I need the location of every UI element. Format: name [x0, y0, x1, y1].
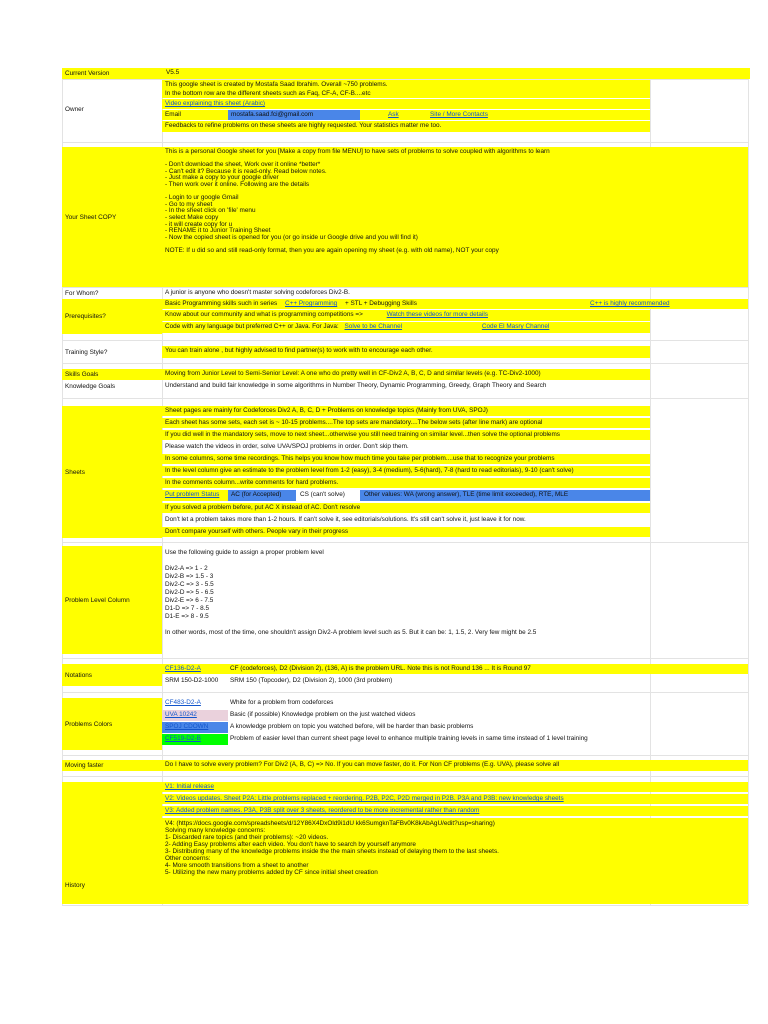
prereq-line1 [162, 299, 650, 309]
problem-level-label: Problem Level Column [62, 546, 162, 654]
spoj-cdown-link[interactable]: SPOJ CDOWN [165, 723, 209, 730]
row-moving-faster [0, 760, 768, 771]
history-v4: V4: (https://docs.google.com/spreadsheets/d/12Y86X4DxOld9i1dU kk6SumgknTaFBv0K8kAbAgU/edit?usp=sharing) Solving many knowledge concerns: 1- Discarded rare topics (and their problems): ~20 videos. 2- Adding Easy problems after each video. You don't have to search by yourself anymore 3- Distributing many of the knowledge problems inside the the main sheets instead of delaying them to the last sheets. Other concerns: 4- More smooth transitions from a sheet to another 5- Utilizing the new many problems added by CF since initial sheet creation [162, 818, 748, 904]
current-version-value: V5.5 [166, 69, 180, 76]
history-v1[interactable]: V1: Initial release [165, 783, 215, 790]
prereq-line3 [162, 322, 650, 333]
ask-link[interactable]: Ask [388, 111, 399, 118]
row-history [0, 782, 768, 904]
masry-channel-link[interactable]: Code El Masry Channel [481, 323, 550, 330]
row-sheet-copy [0, 147, 768, 287]
row-knowledge-goals [0, 381, 768, 391]
problem-status-link[interactable]: Put problem Status [165, 491, 220, 498]
cpp-recommended-link[interactable]: C++ is highly recommended [590, 300, 670, 307]
knowledge-goals-label: Knowledge Goals [65, 382, 116, 390]
srm-notation: SRM 150-D2-1000 [165, 677, 219, 684]
owner-intro [162, 80, 650, 98]
video-explain-link[interactable]: Video explaining this sheet (Arabic) [165, 100, 266, 107]
cpp-rec-cell [590, 299, 748, 309]
grid-line [62, 905, 748, 906]
watch-videos-link[interactable]: Watch these videos for more details [386, 311, 488, 318]
history-v1-cell [162, 782, 748, 792]
current-version-label: Current Version [62, 68, 750, 79]
row-prerequisites [0, 299, 768, 334]
owner-line1: This google sheet is created by Mostafa Saad Ibrahim. Overall ~750 problems. [165, 81, 388, 88]
color-blue-cell [162, 722, 228, 733]
ac-cell: AC (for Accepted) [228, 490, 296, 501]
cpp-programming-link[interactable]: C++ Programming [285, 300, 338, 307]
grid-line [62, 340, 748, 341]
grid-line [62, 658, 748, 659]
sheet-copy-text: This is a personal Google sheet for you [Make a copy from file MENU] to have sets of problems to solve coupled with algorithms to learn - Don't download the sheet, Work over it online *better* - Can't edit it? Because it is read-only. Read below notes. - Just make a copy to your google driver - Then work over it online. Following are the details - Login to ur google Gmail - Go to my sheet - In the sheet click on 'file' menu - select Make copy - it will create copy for u - RENAME it to Junior Training Sheet - Now the copied sheet is opened for you (or go inside ur Google drive and you will find it) NOTE: If u did so and still read-only format, then you are again opening my sheet (e.g. with old name), NOT your copy [162, 147, 650, 287]
color-blue-desc: A knowledge problem on topic you watched before, will be harder than basic problems [230, 723, 474, 730]
cf483-link[interactable]: CF483-D2-A [165, 699, 201, 706]
moving-faster-label: Moving faster [62, 760, 162, 771]
color-white-desc: White for a problem from codeforces [230, 699, 334, 706]
sheets-line3: If you did well in the mandatory sets, move to next sheet...otherwise you still need training on similar level...then solve the optional problems [162, 430, 650, 440]
sheets-label: Sheets [62, 406, 162, 538]
cf-notation-desc: CF (codeforces), D2 (Division 2), (136, A) is the problem URL. Note this is not Round 136 ... It is Round 97 [228, 664, 748, 674]
history-label: History [62, 782, 162, 904]
cs-cell: CS (can't solve) [300, 491, 345, 498]
cf136-link[interactable]: CF136-D2-A [165, 665, 201, 672]
owner-line2: In the bottom row are the different sheets such as Faq, CF-A, CF-B....etc [165, 90, 371, 97]
sheets-line9: If you solved a problem before, put AC X instead of AC. Don't resolve [162, 503, 650, 513]
problems-colors-label: Problems Colors [62, 698, 162, 750]
color-green-cell [162, 734, 228, 745]
email-label: Email [162, 110, 228, 120]
email-value[interactable]: mostafa.saad.fci@gmail.com [228, 110, 360, 120]
history-v3-cell [162, 806, 748, 816]
cf519-link[interactable]: CF519-D2-B [165, 735, 201, 742]
notations-label: Notations [62, 664, 162, 686]
skills-goals-value: Moving from Junior Level to Semi-Senior Level: A one who do pretty well in CF-Div2 A, B, C, D and similar levels (e.g. TC-Div2-1000) [162, 369, 650, 380]
status-cell [162, 490, 228, 501]
problem-level-text: Use the following guide to assign a proper problem level Div2-A => 1 - 2 Div2-B => 1.5 - 3 Div2-C => 3 - 5.5 Div2-D => 5 - 6.5 Div2-E => 6 - 7.5 D1-D => 7 - 8.5 D1-E => 8 - 9.5 In other words, most of the time, one shouldn't assign Div2-A problem level such as 5. But it can be: 1, 1.5, 2. Very few might be 2.5 [165, 549, 537, 636]
for-whom-label: For Whom? [65, 289, 99, 297]
sheets-line10: Don't let a problem takes more than 1-2 hours. If can't solve it, see editorials/solutions. It's still can't solve it, just leave it for now. [165, 516, 526, 523]
color-pink-desc: Basic (if possible) Knowledge problem on the just watched videos [230, 711, 416, 718]
sheets-line5: In some columns, some time recordings. This helps you know how much time you take per problem....use that to recognize your problems [162, 454, 650, 464]
sheets-line7: In the comments column...write comments for hard problems. [162, 478, 650, 488]
row-for-whom [0, 288, 768, 298]
row-owner [0, 80, 768, 138]
srm-notation-desc: SRM 150 (Topcoder), D2 (Division 2), 1000 (3rd problem) [230, 677, 393, 684]
grid-line [62, 776, 748, 777]
sheets-line1: Sheet pages are mainly for Codeforces Div2 A, B, C, D + Problems on knowledge topics (Mainly from UVA, SPOJ) [162, 406, 650, 416]
owner-label: Owner [65, 105, 84, 113]
grid-line [62, 79, 748, 80]
row-skills-goals [0, 369, 768, 380]
site-cell [428, 110, 650, 120]
sheets-line6: In the level column give an estimate to the problem level from 1-2 (easy), 3-4 (medium), 5-6(hard), 7-8 (hard to read editorials), 9-10 (can't solve) [162, 466, 650, 476]
sheets-line4: Please watch the videos in order, solve UVA/SPOJ problems in order. Don't skip them. [165, 443, 409, 450]
knowledge-goals-value: Understand and build fair knowledge in some algorithms in Number Theory, Dynamic Programming, Greedy, Graph Theory and Search [165, 382, 547, 389]
know-community-text: Know about our community and what is programming competitions => [165, 311, 363, 318]
training-style-value: You can train alone , but highly advised to find partner(s) to work with to encourage each other. [162, 346, 650, 358]
history-v2[interactable]: V2: Videos updates. Sheet P2A: Little problems replaced + reordering. P2B, P2C, P2D merged in P2B. P3A and P3B: new knowledge sheets [165, 795, 564, 802]
site-contacts-link[interactable]: Site / More Contacts [430, 111, 488, 118]
row-current-version [0, 68, 768, 79]
prereq-line2 [162, 310, 650, 321]
color-white-cell [162, 698, 228, 709]
grid-line [62, 755, 748, 756]
grid-line [62, 542, 748, 543]
ask-cell [360, 110, 428, 120]
solve-channel-link[interactable]: Solve to be Channel [344, 323, 403, 330]
owner-video-cell [162, 99, 650, 109]
grid-line [62, 363, 748, 364]
sheet-copy-label: Your Sheet COPY [62, 147, 162, 287]
moving-faster-value: Do I have to solve every problem? For Div2 (A, B, C) => No. If you can move faster, do it. For Non CF problems (E.g. UVA), please solve all [162, 760, 748, 771]
history-v2-cell [162, 794, 748, 804]
sheets-line11: Don't compare yourself with others. People vary in their progress [162, 527, 650, 537]
color-pink-cell [162, 710, 228, 721]
row-training-style [0, 346, 768, 358]
uva10242-link[interactable]: UVA 10242 [165, 711, 197, 718]
code-language-text: Code with any language but preferred C++ or Java. For Java: [165, 323, 339, 330]
grid-line [62, 398, 748, 399]
grid-line [62, 142, 748, 143]
grid-line [62, 287, 748, 288]
stl-text: + STL + Debugging Skills [345, 300, 417, 307]
other-values-cell: Other values: WA (wrong answer), TLE (time limit exceeded), RTE, MLE [360, 490, 650, 501]
skills-goals-label: Skills Goals [62, 369, 162, 380]
sheets-line2: Each sheet has some sets, each set is ~ 10-15 problems....The top sets are mandatory....The below sets (after line mark) are optional [162, 418, 650, 428]
row-problems-colors [0, 698, 768, 750]
for-whom-value: A junior is anyone who doesn't master solving codeforces Div2-B. [165, 289, 350, 296]
row-sheets [0, 406, 768, 538]
feedback-text: Feedbacks to refine problems on these sheets are highly requested. Your statistics matter me too. [162, 121, 650, 132]
row-problem-level [0, 546, 768, 654]
row-notations [0, 664, 768, 686]
training-style-label: Training Style? [65, 348, 108, 356]
basic-skills-text: Basic Programming skills such in series [165, 300, 278, 307]
cf-notation-cell [162, 664, 228, 674]
sheet-copy-tail [650, 147, 748, 287]
color-green-desc: Problem of easier level than current sheet page level to enhance multiple training levels in same time instead of 1 level training [230, 735, 588, 742]
prerequisites-label: Prerequisites? [62, 299, 162, 334]
history-v3[interactable]: V3: Added problem names. P3A, P3B split over 3 sheets, reordered to be more incremental rather than random [165, 807, 480, 814]
grid-line [62, 692, 748, 693]
